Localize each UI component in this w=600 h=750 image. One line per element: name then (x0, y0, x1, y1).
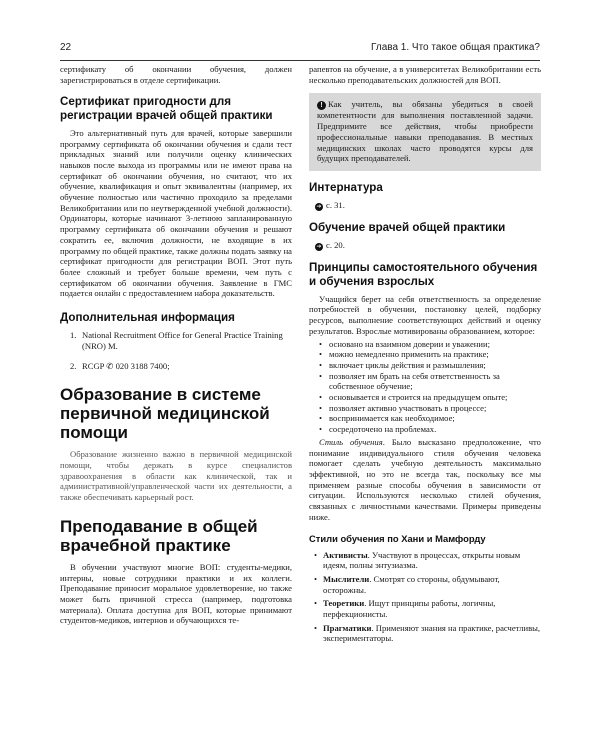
list-item: • Теоретики. Ищут принципы работы, логичны, перфекционисты. (323, 598, 541, 619)
reference-text[interactable]: RCGP ✆ 020 3188 7400; (82, 360, 170, 371)
paragraph-education: Образование жизненно важно в первичной медицинской помощи, чтобы держать в курсе специалистов здравоохранения в области как клинической, так и административной/управленческой части их деятельности, а также обеспечивать карьерный рост. (60, 449, 292, 503)
heading-primary-care-education: Образование в системе первичной медицинской помощи (60, 385, 270, 443)
paragraph-continued: рапевтов на обучение, а в университетах Великобритании есть несколько преподавательских должностей для ВОП. (309, 64, 541, 85)
heading-teaching: Преподавание в общей врачебной практике (60, 516, 258, 555)
cross-reference[interactable]: ➔ с. 31. (316, 200, 345, 211)
list-item: • сосредоточено на проблемах. (329, 424, 541, 435)
reference-list (60, 330, 292, 371)
principles-list (309, 339, 541, 435)
warning-icon: ! (317, 101, 326, 110)
paragraph-principles: Учащийся берет на себя ответственность за определение потребностей в обучении, постановку целей, подборку ресурсов, выполнение соответствующих действий и оценку результатов. Взрослые мотивированы образованием, которое: (309, 293, 541, 336)
heading-honey-mumford: Стили обучения по Хани и Мамфорду (309, 532, 486, 544)
running-title: Глава 1. Что такое общая практика? (371, 42, 540, 53)
learning-styles-list (309, 550, 541, 645)
heading-gp-education: Обучение врачей общей практики (309, 221, 506, 235)
list-item: • включает циклы действия и размышления; (329, 360, 541, 371)
reference-item (70, 361, 292, 372)
heading-further-info: Дополнительная информация (60, 311, 235, 325)
reference-text[interactable]: National Recruitment Office for General Practice Training (NRO) M. (82, 330, 283, 351)
paragraph-certificate: Это альтернативный путь для врачей, которые завершили программу сертификата об окончании обучения и сдали тест прикладных знаний или получили оценку клинических навыков после выхода из программы или не имеют права на сертификат об окончании обучения, но считают, что их обучение, квалификация и опыт эквивалентны (например, их обучение полностью или частично проходило за пределами Великобритании или по неутвержденной учебной должности). Ординаторы, которые начинают 3-летнюю запланированную программу сертификата об окончании обучения и решают сократить ее, включив должности, не входящие в их программу по общей практике, также должны подать заявку на сертификат пригодности для регистрации ВОП. Этот путь более сложный и требует больше времени, чем путь с сертификатом об окончании обучения. Заявление в ГМС подается онлайн с предоставлением набора доказательств. (60, 127, 292, 299)
list-item: • Прагматики. Применяют знания на практике, расчетливы, экспериментаторы. (323, 623, 541, 644)
paragraph-learning-style: Стиль обучения. Было высказано предположение, что понимание индивидуального стиля обучения человека помогает сделать учебную деятельность максимально эффективной, но это не всегда так, поскольку все мы применяем разные способы обучения в зависимости от ситуации. Используются несколько стилей обучения, связанных с личностными качествами. Примеры приведены ниже. (309, 436, 541, 522)
list-item: • основано на взаимном доверии и уважении; (329, 339, 541, 350)
warning-text: Как учитель, вы обязаны убедиться в своей компетентности для выполнения поставленной задачи. Предпримите все действия, чтобы приобрести профессиональные навыки преподавания. В местных медицинских школах часто проводятся курсы для будущих преподавателей. (317, 99, 533, 164)
list-item: • основывается и строится на предыдущем опыте; (329, 392, 541, 403)
right-column (309, 64, 541, 647)
list-item: • Мыслители. Смотрят со стороны, обдумывают, осторожны. (323, 574, 541, 595)
cross-reference-icon: ➔ (316, 203, 322, 211)
reference-item (70, 330, 292, 351)
list-item: • позволяет им брать на себя ответственность за собственное обучение; (329, 371, 541, 392)
heading-self-directed-learning: Принципы самостоятельного обучения и обучения взрослых (309, 261, 538, 288)
list-item: • можно немедленно применить на практике; (329, 349, 541, 360)
cross-reference[interactable]: ➔ с. 20. (316, 240, 345, 251)
list-item: • позволяет активно участвовать в процессе; (329, 403, 541, 414)
paragraph-teaching: В обучении участвуют многие ВОП: студенты-медики, интерны, новые сотрудники практики и их коллеги. Преподавание приносит моральное удовлетворение, но также может быть причиной стресса (например, подготовка материала). Оплата доступна для ВОП, которые принимают студентов-медиков, интернов и обучающихся те- (60, 561, 292, 626)
paragraph-continued: сертификату об окончании обучения, должен зарегистрироваться в отделе сертификации. (60, 64, 292, 85)
page-number: 22 (60, 42, 72, 53)
left-column (60, 64, 292, 626)
header-rule (60, 60, 540, 61)
cross-reference-icon: ➔ (316, 243, 322, 251)
heading-internship: Интернатура (309, 180, 383, 194)
reference-number: 1. (70, 330, 77, 341)
heading-certificate-eligibility: Сертификат пригодности для регистрации врачей общей практики (60, 95, 273, 122)
list-item: • воспринимается как необходимое; (329, 413, 541, 424)
running-header (60, 42, 540, 58)
warning-box (309, 93, 541, 171)
list-item: • Активисты. Участвуют в процессах, открыты новым идеям, полны энтузиазма. (323, 550, 541, 571)
learning-style-term: Стиль обучения (319, 436, 383, 447)
reference-number: 2. (70, 360, 77, 371)
